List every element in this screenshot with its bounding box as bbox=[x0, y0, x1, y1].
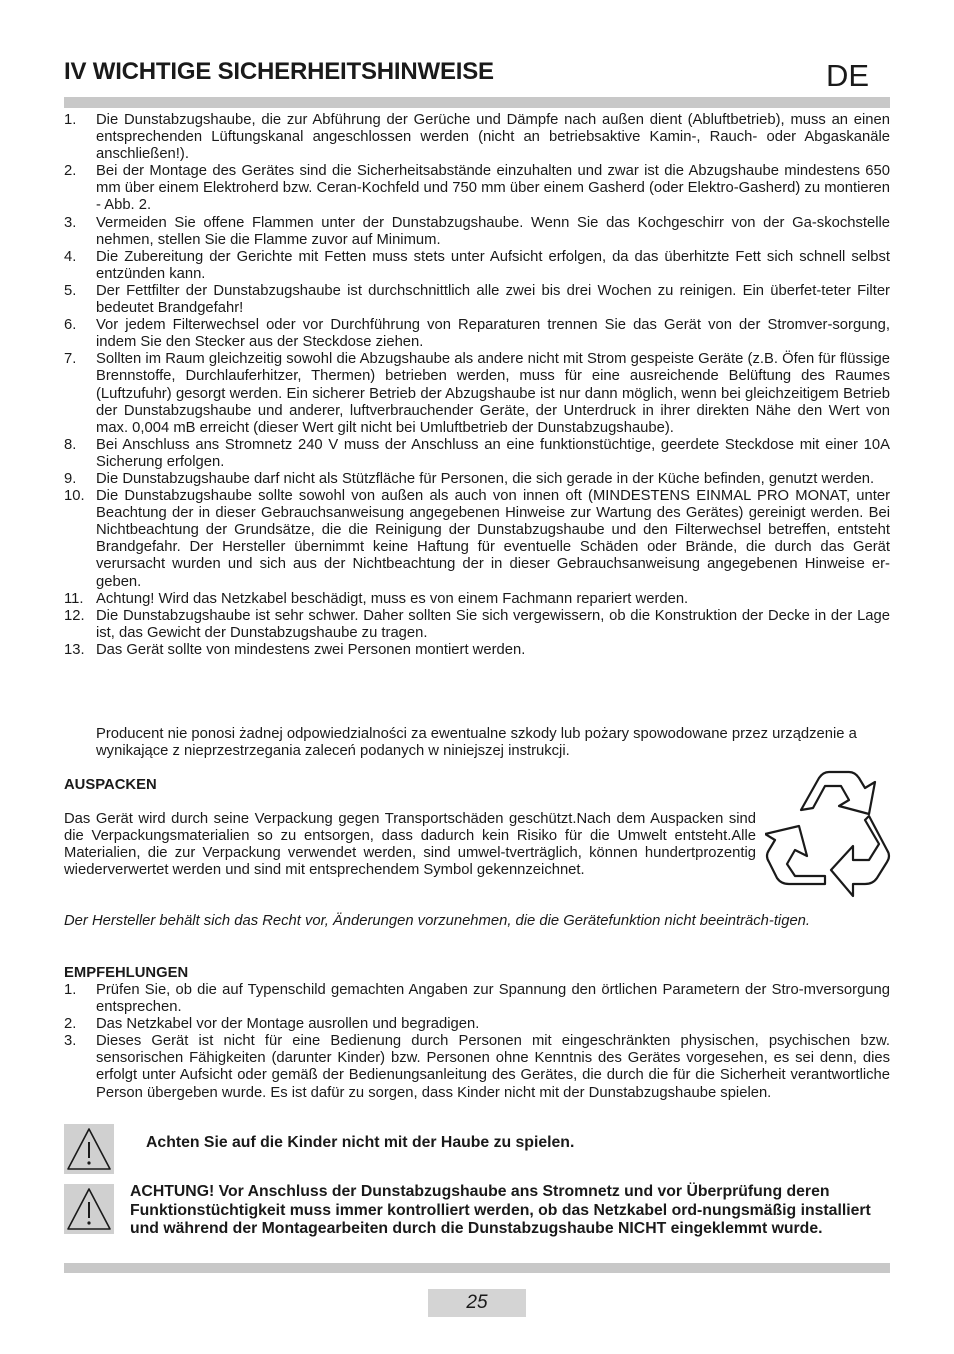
warning-icon bbox=[64, 1124, 114, 1174]
auspacken-text: Das Gerät wird durch seine Verpackung gegen Transportschäden geschützt.Nach dem Auspacken sind die Verpackungsmaterialien so zu entsorgen, dass dadurch kein Risiko für die Umwelt entsteht.Alle Materialien, die zur Verpackung verwendet werden, sind umwel-tverträglich, können hundertprozentig wiederverwertet werden und sind mit entsprechendem Symbol gekennzeichnet. bbox=[64, 811, 756, 879]
list-item: 8. Bei Anschluss ans Stromnetz 240 V muss der Anschluss an eine funktionstüchtige, geerdete Steckdose mit einer 10A Sicherung erfolgen. bbox=[64, 436, 890, 470]
list-item: 6. Vor jedem Filterwechsel oder vor Durchführung von Reparaturen trennen Sie das Gerät von der Stromver-sorgung, indem Sie den Stecker aus der Steckdose ziehen. bbox=[64, 317, 890, 351]
list-item: 10. Die Dunstabzugshaube sollte sowohl von außen als auch von innen oft (MINDESTENS EINMAL PRO MONAT, unter Beachtung der in dieser Gebrauchsanweisung angegebenen Hinweise zur Wartung des Gerätes) gereinigt werden. Bei Nichtbeachtung der Grundsätze, die die Reinigung der Dunstabzugshaube und den Filterwechsel betreffen, entsteht Brandgefahr. Der Hersteller übernimmt keine Haftung für eventuelle Schäden oder Brände, die durch das Gerät verursacht wurden und sich aus der Nichtbeachtung der in dieser Gebrauchsanweisung angegebenen Hinweise er-geben. bbox=[64, 488, 890, 590]
page-number: 25 bbox=[428, 1289, 526, 1317]
list-item: 3. Dieses Gerät ist nicht für eine Bedienung durch Personen mit eingeschränkten physischen, psychischen bzw. sensorischen Fähigkeiten (darunter Kinder) bzw. Personen ohne Kenntnis des Gerätes vorgesehen, es sei denn, dies erfolgt unter Aufsicht oder gemäß der Bedienungsanleitung des Gerätes, die durch die für die Sicherheit verantwortliche Person übergeben wurde. Es ist dafür zu sorgen, dass Kinder nicht mit der Dunstabzugshaube spielen. bbox=[64, 1033, 890, 1101]
list-item: 2. Bei der Montage des Gerätes sind die Sicherheitsabstände einzuhalten und zwar ist die Abzugshaube mindestens 650 mm über einem Elektroherd bzw. Ceran-Kochfeld und 750 mm über einem Gasherd (oder Elektro-Gasherd) zu montieren - Abb. 2. bbox=[64, 163, 890, 214]
list-item: 4. Die Zubereitung der Gerichte mit Fetten muss stets unter Aufsicht erfolgen, da das überhitzte Fett sich schnell selbst entzünden kann. bbox=[64, 248, 890, 282]
recycle-icon bbox=[765, 764, 897, 900]
auspacken-heading: AUSPACKEN bbox=[64, 777, 157, 793]
safety-list bbox=[64, 112, 890, 659]
list-item: 2. Das Netzkabel vor der Montage ausrollen und begradigen. bbox=[64, 1016, 480, 1033]
list-item: 5. Der Fettfilter der Dunstabzugshaube ist durchschnittlich alle zwei bis drei Wochen zu reinigen. Ein überfet-teter Filter bedeutet Brandgefahr! bbox=[64, 282, 890, 317]
header-divider bbox=[64, 97, 890, 108]
list-item: 13. Das Gerät sollte von mindestens zwei Personen montiert werden. bbox=[64, 641, 526, 658]
list-item: 9. Die Dunstabzugshaube darf nicht als Stützfläche für Personen, die sich gerade in der Küche befinden, genutzt werden. bbox=[64, 470, 875, 487]
warning-text-children: Achten Sie auf die Kinder nicht mit der Haube zu spielen. bbox=[146, 1134, 575, 1151]
polish-note: Producent nie ponosi żadnej odpowiedzialności za ewentualne szkody lub pożary spowodowane przez urządzenie a wynikające z nieprzestrzegania zaleceń podanych w niniejszej instrukcji. bbox=[96, 726, 857, 760]
list-item: 1. Die Dunstabzugshaube, die zur Abführung der Gerüche und Dämpfe nach außen dient (Abluftbetrieb), muss an einen entsprechenden Lüftungskanal angeschlossen werden (nicht an betriebsaktive Kamin-, Rauch- oder Abgaskanäle anschließen!). bbox=[64, 112, 890, 163]
language-code: DE bbox=[826, 58, 870, 93]
warning-icon bbox=[64, 1184, 114, 1234]
page-title: IV WICHTIGE SICHERHEITSHINWEISE bbox=[64, 58, 494, 85]
list-item: 7. Sollten im Raum gleichzeitig sowohl die Abzugshaube als andere nicht mit Strom gespeiste Geräte (z.B. Öfen für flüssige Brennstoffe, Durchlauferhitzer, Thermen) betrieben werden, muss für eine ausreichende Belüftung des Raumes (Luftzufuhr) gesorgt werden. Ein sicherer Betrieb der Abzugshaube ist nur dann möglich, wenn bei gleichzeitigem Betrieb der Dunstabzugshaube und anderer, luftverbrauchender Geräte, der Unterdruck in ihrer direkten Nähe den Wert von max. 0,004 mB erreicht (dieser Wert gilt nicht bei Umluftbetrieb der Dunstabzugshaube). bbox=[64, 351, 890, 436]
list-item: 3. Vermeiden Sie offene Flammen unter der Dunstabzugshaube. Wenn Sie das Kochgeschirr von der Ga-skochstelle nehmen, stellen Sie die Flamme zuvor auf Minimum. bbox=[64, 214, 890, 248]
warning-text-cable: ACHTUNG! Vor Anschluss der Dunstabzugshaube ans Stromnetz und vor Überprüfung deren Funktionstüchtigkeit muss immer kontrolliert werden, ob das Netzkabel ord-nungsmäßig installiert und während der Montagearbeiten durch die Dunstabzugshaube NICHT eingeklemmt wurde. bbox=[130, 1183, 871, 1237]
footer-divider bbox=[64, 1263, 890, 1273]
list-item: 11. Achtung! Wird das Netzkabel beschädigt, muss es von einem Fachmann repariert werden. bbox=[64, 590, 689, 607]
empfehlungen-heading: EMPFEHLUNGEN bbox=[64, 965, 189, 981]
recommendations-list bbox=[64, 982, 890, 1102]
list-item: 12. Die Dunstabzugshaube ist sehr schwer. Daher sollten Sie sich vergewissern, ob die Konstruktion der Decke in der Lage ist, das Gewicht der Dunstabzugshaube zu tragen. bbox=[64, 607, 890, 641]
disclaimer: Der Hersteller behält sich das Recht vor, Änderungen vorzunehmen, die die Gerätefunktion nicht beeinträch-tigen. bbox=[64, 913, 811, 929]
list-item: 1. Prüfen Sie, ob die auf Typenschild gemachten Angaben zur Spannung den örtlichen Parametern der Stro-mversorgung entsprechen. bbox=[64, 982, 890, 1016]
